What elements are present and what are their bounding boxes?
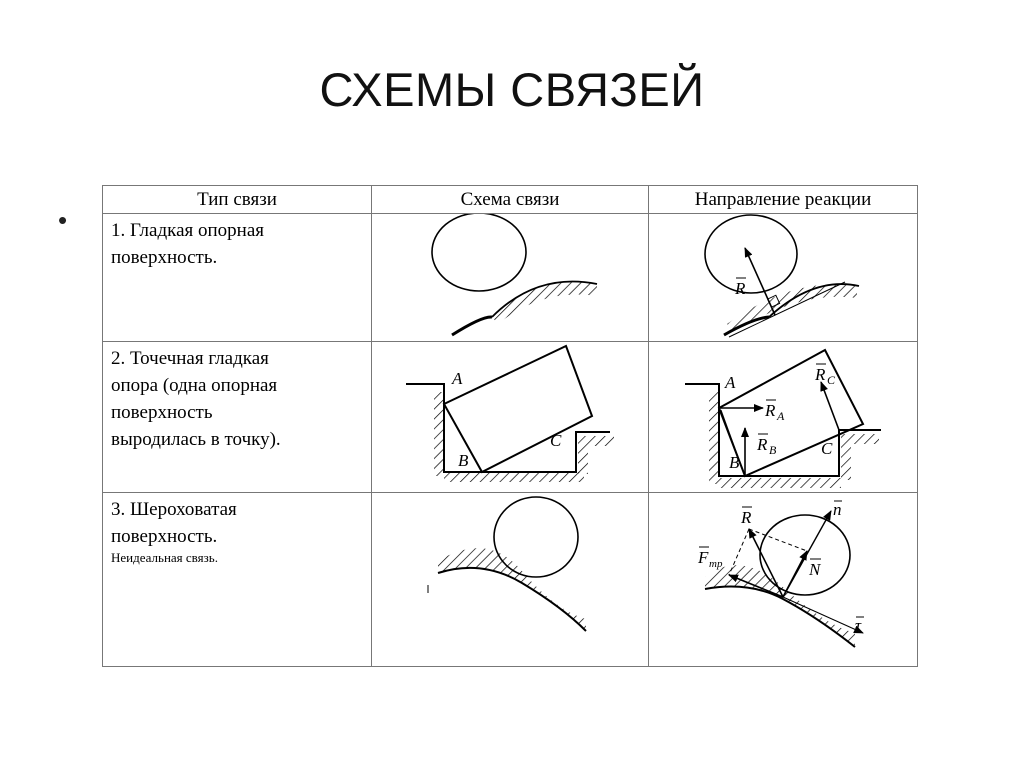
bond-type-line: 2. Точечная гладкая: [111, 348, 269, 369]
bond-type-line: поверхность.: [111, 247, 218, 268]
hatching: [578, 436, 588, 474]
label-b: B: [729, 453, 740, 472]
bullet-point: •: [58, 205, 68, 235]
bond-type-cell: [103, 214, 372, 342]
hatching: [444, 472, 584, 482]
hatching: [851, 434, 879, 444]
label-ra-subscript: A: [777, 409, 785, 423]
label-r: R: [735, 279, 746, 298]
header-row: [103, 186, 918, 214]
point-support-reaction-diagram: [649, 342, 917, 492]
label-r: R: [741, 508, 752, 527]
reaction-cell: [649, 493, 918, 667]
label-rb-subscript: B: [769, 443, 777, 457]
tangent-line: [729, 282, 845, 337]
label-c: C: [821, 439, 833, 458]
point-support-scheme-diagram: [372, 342, 648, 492]
rough-surface: [438, 568, 586, 631]
hatching: [705, 565, 855, 647]
bonds-table: [102, 185, 918, 667]
label-rc: R: [815, 365, 826, 384]
bond-type-text: [103, 493, 371, 550]
scheme-cell: [372, 493, 649, 667]
body-circle: [432, 214, 526, 291]
label-a: A: [725, 373, 736, 392]
label-f: F: [698, 548, 709, 567]
bond-type-line: поверхность: [111, 402, 213, 423]
rough-surface-scheme-diagram: [372, 493, 648, 666]
label-tau: τ: [855, 616, 862, 635]
normal-force-n-arrow: [783, 551, 807, 597]
smooth-surface-reaction-diagram: [649, 214, 917, 341]
scheme-cell: [372, 214, 649, 342]
bond-type-text: [103, 342, 371, 453]
bond-type-line: опора (одна опорная: [111, 375, 278, 396]
body-circle: [705, 215, 797, 293]
surface-tail: [452, 317, 492, 335]
bond-type-line: 1. Гладкая опорная: [111, 220, 265, 241]
tangent-tau-arrow: [783, 597, 863, 633]
header-bond-scheme: Схема связи: [372, 186, 649, 214]
label-f-subscript: тр: [709, 558, 723, 570]
reaction-cell: [649, 342, 918, 493]
bond-type-note: Неидеальная связь.: [111, 550, 218, 565]
slide-title: СХЕМЫ СВЯЗЕЙ: [319, 63, 705, 116]
label-c: C: [550, 431, 562, 450]
bond-type-text: [103, 214, 371, 271]
body-circle: [494, 497, 578, 577]
reaction-arrow-rc: [821, 382, 839, 430]
bond-type-line: 3. Шероховатая: [111, 499, 237, 520]
reaction-cell: [649, 214, 918, 342]
label-n-normal: n: [833, 500, 842, 519]
label-b: B: [458, 451, 469, 470]
label-rb: R: [757, 435, 768, 454]
label-n-force: N: [809, 560, 821, 579]
smooth-surface-scheme-diagram: [372, 214, 648, 341]
hatching: [719, 478, 841, 488]
hatching: [588, 436, 614, 446]
hatching: [709, 392, 719, 484]
table-row: [103, 493, 918, 667]
scheme-cell: [372, 342, 649, 493]
label-rc-subscript: C: [827, 373, 836, 387]
table-row: [103, 214, 918, 342]
header-bond-type: Тип связи: [103, 186, 372, 214]
hatching: [438, 548, 586, 631]
label-a: A: [452, 369, 463, 388]
bond-type-cell: [103, 342, 372, 493]
label-ra: R: [765, 401, 776, 420]
hatching: [434, 392, 444, 476]
bond-type-cell: [103, 493, 372, 667]
bond-type-line: выродилась в точку).: [111, 429, 281, 450]
table-row: [103, 342, 918, 493]
hatching: [841, 434, 851, 480]
header-reaction-direction: Направление реакции: [649, 186, 918, 214]
bond-type-line: поверхность.: [111, 526, 218, 547]
rough-surface-reaction-diagram: [649, 493, 917, 666]
